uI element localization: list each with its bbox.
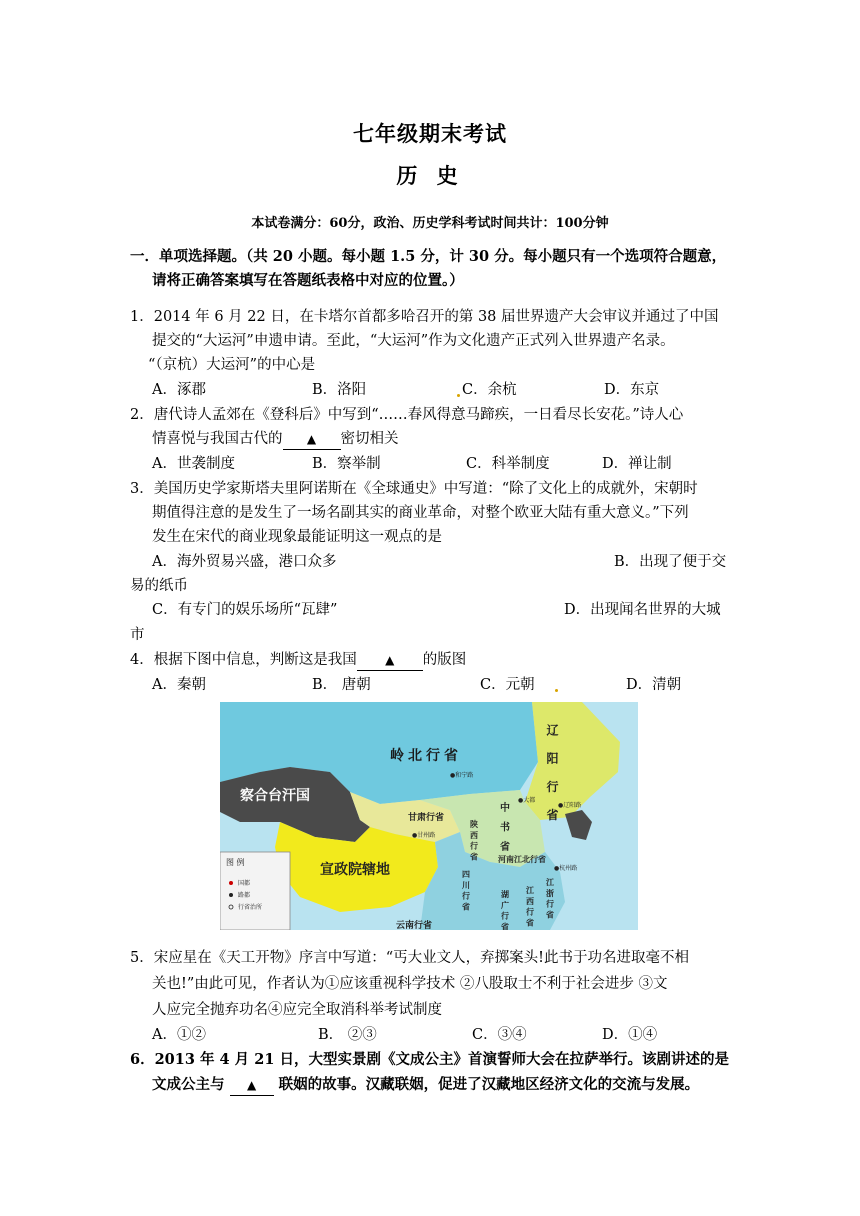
- q5-line3: 人应完全抛弃功名④应完全取消科举考试制度: [152, 1002, 442, 1018]
- q6-line2-text-b: 联姻的故事。汉藏联姻，促进了汉藏地区经济文化的交流与发展。: [273, 1076, 700, 1093]
- label-yunnan: 云南行省: [396, 921, 433, 930]
- q4-option-a: A．秦朝: [152, 677, 206, 693]
- label-jiangxi: 江 西 行 省: [525, 886, 535, 927]
- q6-line1: 6．2013 年 4 月 21 日，大型实景剧《文成公主》首演誓师大会在拉萨举行。该剧讲述的是: [130, 1051, 729, 1068]
- stray-mark: [555, 689, 558, 692]
- q5-line2: 关也!”由此可见，作者认为①应该重视科学技术 ②八股取士不利于社会进步 ③文: [152, 976, 668, 992]
- label-xuanzheng: 宣政院辖地: [320, 862, 390, 878]
- legend-lu: 路都: [238, 892, 251, 899]
- q6-answer-blank: ▲: [230, 1075, 274, 1096]
- q5-option-a: A．①②: [152, 1027, 206, 1043]
- q2-line2: [152, 429, 399, 450]
- q1-line3: “（京杭）大运河”的中心是: [148, 357, 316, 373]
- label-sichuan: 四 川 行 省: [461, 870, 471, 911]
- label-zhongshu: 中 书 省: [497, 802, 509, 854]
- label-chahetai: 察合台汗国: [240, 788, 310, 804]
- q6-line2: [152, 1075, 699, 1096]
- legend-province-seat: 行省治所: [238, 904, 263, 911]
- q5-line1: 5．宋应星在《天工开物》序言中写道：“丐大业文人，弃掷案头!此书于功名进取毫不相: [130, 950, 689, 966]
- q4-line1-text-b: 的版图: [422, 652, 467, 668]
- q3-line1: 3．美国历史学家斯塔夫里阿诺斯在《全球通史》中写道：“除了文化上的成就外，宋朝时: [130, 481, 698, 497]
- q6-line2-text-a: 文成公主与: [152, 1076, 230, 1093]
- city-helin: ●和宁路: [450, 772, 474, 779]
- q3-option-c: C．有专门的娱乐场所“瓦肆”: [152, 602, 338, 618]
- label-henan: 河南江北行省: [498, 855, 546, 864]
- exam-title: 七年级期末考试: [353, 122, 507, 146]
- q3-option-a: A．海外贸易兴盛，港口众多: [152, 554, 337, 570]
- q2-option-d: D．禅让制: [602, 456, 672, 472]
- q4-option-b: B． 唐朝: [312, 677, 371, 693]
- city-liaoyang: ●辽阳路: [558, 802, 582, 809]
- q3-option-d: D．出现闻名世界的大城: [564, 602, 721, 618]
- q3-option-b: B．出现了便于交: [614, 554, 727, 570]
- q3-line2: 期值得注意的是发生了一场名副其实的商业革命，对整个欧亚大陆有重大意义。”下列: [152, 505, 689, 521]
- q1-option-d: D．东京: [604, 382, 660, 398]
- city-hangzhou: ●杭州路: [554, 865, 578, 872]
- label-jiangzhe: 江 浙 行 省: [545, 878, 555, 919]
- stray-mark: [457, 394, 460, 397]
- section-heading-line2: 请将正确答案填写在答题纸表格中对应的位置。）: [152, 272, 464, 289]
- q5-option-d: D．①④: [602, 1027, 658, 1043]
- exam-subject: 历 史: [396, 164, 464, 188]
- q5-option-c: C．③④: [472, 1027, 527, 1043]
- q4-line1-text-a: 4．根据下图中信息，判断这是我国: [130, 652, 357, 668]
- q4-line1: [130, 650, 466, 671]
- q1-option-a: A．涿郡: [152, 382, 206, 398]
- q1-line2: 提交的“大运河”申遗申请。至此，“大运河”作为文化遗产正式列入世界遗产名录。: [152, 333, 675, 349]
- label-huguang: 湖 广 行 省: [500, 890, 510, 930]
- q2-answer-blank: ▲: [283, 429, 341, 450]
- legend-lu-symbol: [229, 893, 233, 897]
- q3-option-d-cont: 市: [130, 627, 145, 643]
- label-gansu: 甘肃行省: [408, 813, 445, 823]
- q4-option-d: D．清朝: [626, 677, 682, 693]
- q1-line1: 1．2014 年 6 月 22 日，在卡塔尔首都多哈召开的第 38 届世界遗产大会审议并通过了中国: [130, 309, 719, 325]
- yuan-dynasty-map: [220, 702, 638, 930]
- legend-capital-symbol: [229, 881, 233, 885]
- label-lingbei: 岭北行省: [390, 748, 462, 764]
- legend-capital: 国都: [238, 880, 251, 887]
- q3-option-b-cont: 易的纸币: [130, 578, 188, 594]
- label-shaanxi: 陕 西 行 省: [469, 820, 479, 861]
- exam-note: 本试卷满分：60分，政治、历史学科考试时间共计：100分钟: [251, 216, 609, 231]
- q2-line2-text-b: 密切相关: [340, 431, 399, 447]
- q2-line2-text-a: 情喜悦与我国古代的: [152, 431, 283, 447]
- q5-option-b: B． ②③: [318, 1027, 377, 1043]
- q2-line1: 2．唐代诗人孟郊在《登科后》中写到“……春风得意马蹄疾，一日看尽长安花。”诗人心: [130, 407, 684, 423]
- q4-option-c: C．元朝: [480, 677, 535, 693]
- legend-title: 图 例: [226, 858, 245, 867]
- city-ganzhou: ●甘州路: [412, 832, 436, 839]
- q3-line3: 发生在宋代的商业现象最能证明这一观点的是: [152, 529, 442, 545]
- q1-option-c: C．余杭: [462, 382, 517, 398]
- q1-option-b: B．洛阳: [312, 382, 367, 398]
- label-liaoyang: 辽 阳 行 省: [545, 724, 559, 827]
- q2-option-a: A．世袭制度: [152, 456, 235, 472]
- q2-option-b: B．察举制: [312, 456, 381, 472]
- city-dadu: ●大都: [518, 797, 536, 804]
- q4-answer-blank: ▲: [357, 650, 423, 671]
- section-heading-line1: 一．单项选择题。（共 20 小题。每小题 1.5 分，计 30 分。每小题只有一个选项符合题意，: [130, 248, 727, 265]
- q2-option-c: C．科举制度: [466, 456, 550, 472]
